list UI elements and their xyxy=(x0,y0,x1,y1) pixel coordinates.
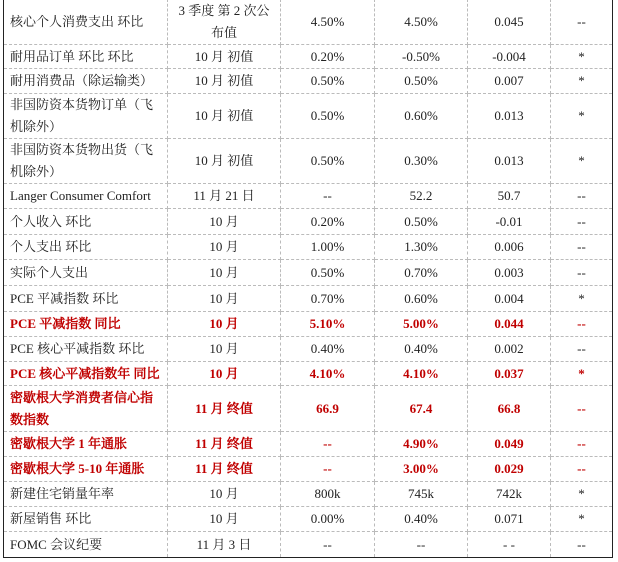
cell-period: 11 月 终值 xyxy=(168,457,281,482)
cell-forecast: 0.70% xyxy=(375,260,468,286)
cell-note: -- xyxy=(551,457,613,482)
cell-name: 新建住宅销量年率 xyxy=(4,482,168,507)
cell-previous: 742k xyxy=(468,482,551,507)
cell-actual: 0.50% xyxy=(281,139,375,184)
cell-name: PCE 核心平减指数 环比 xyxy=(4,337,168,362)
table-row xyxy=(4,532,613,558)
cell-actual: -- xyxy=(281,184,375,209)
cell-previous: 0.013 xyxy=(468,139,551,184)
cell-forecast: 0.50% xyxy=(375,69,468,94)
table-row xyxy=(4,45,613,69)
cell-forecast: 3.00% xyxy=(375,457,468,482)
cell-previous: -0.004 xyxy=(468,45,551,69)
cell-note: * xyxy=(551,94,613,139)
cell-actual: 0.50% xyxy=(281,260,375,286)
cell-period: 10 月 初值 xyxy=(168,45,281,69)
table-row xyxy=(4,386,613,432)
cell-forecast: 0.60% xyxy=(375,94,468,139)
cell-actual: 0.00% xyxy=(281,507,375,532)
cell-name: PCE 平减指数 同比 xyxy=(4,312,168,337)
cell-period: 3 季度 第 2 次公布值 xyxy=(168,0,281,45)
cell-forecast: 0.50% xyxy=(375,209,468,235)
cell-note: * xyxy=(551,482,613,507)
cell-actual: 4.50% xyxy=(281,0,375,45)
table-row xyxy=(4,235,613,260)
table-row xyxy=(4,432,613,457)
cell-period: 10 月 xyxy=(168,482,281,507)
table-row xyxy=(4,507,613,532)
cell-previous: 0.045 xyxy=(468,0,551,45)
cell-period: 10 月 初值 xyxy=(168,69,281,94)
cell-name: 实际个人支出 xyxy=(4,260,168,286)
cell-note: * xyxy=(551,69,613,94)
cell-period: 11 月 终值 xyxy=(168,432,281,457)
cell-actual: -- xyxy=(281,457,375,482)
cell-forecast: 0.60% xyxy=(375,286,468,312)
cell-note: * xyxy=(551,139,613,184)
cell-actual: 66.9 xyxy=(281,386,375,432)
cell-period: 11 月 3 日 xyxy=(168,532,281,558)
cell-name: 个人支出 环比 xyxy=(4,235,168,260)
table-row xyxy=(4,337,613,362)
cell-period: 11 月 终值 xyxy=(168,386,281,432)
cell-previous: 0.071 xyxy=(468,507,551,532)
cell-name: 密歇根大学消费者信心指数指数 xyxy=(4,386,168,432)
cell-note: -- xyxy=(551,432,613,457)
cell-note: -- xyxy=(551,386,613,432)
cell-name: FOMC 会议纪要 xyxy=(4,532,168,558)
cell-forecast: 67.4 xyxy=(375,386,468,432)
cell-actual: 5.10% xyxy=(281,312,375,337)
cell-previous: 66.8 xyxy=(468,386,551,432)
cell-name: PCE 核心平减指数年 同比 xyxy=(4,362,168,386)
cell-actual: -- xyxy=(281,432,375,457)
cell-name: 新屋销售 环比 xyxy=(4,507,168,532)
cell-note: -- xyxy=(551,209,613,235)
cell-name: 非国防资本货物订单（飞机除外） xyxy=(4,94,168,139)
table-row xyxy=(4,94,613,139)
cell-name: 非国防资本货物出货（飞机除外） xyxy=(4,139,168,184)
cell-period: 10 月 xyxy=(168,235,281,260)
cell-actual: 1.00% xyxy=(281,235,375,260)
cell-actual: 0.20% xyxy=(281,209,375,235)
cell-name: 核心个人消费支出 环比 xyxy=(4,0,168,45)
cell-period: 10 月 xyxy=(168,286,281,312)
cell-previous: 0.013 xyxy=(468,94,551,139)
cell-actual: 0.40% xyxy=(281,337,375,362)
cell-note: -- xyxy=(551,312,613,337)
cell-name: 耐用品订单 环比 环比 xyxy=(4,45,168,69)
cell-forecast: 5.00% xyxy=(375,312,468,337)
table-row xyxy=(4,0,613,45)
table-row xyxy=(4,139,613,184)
cell-previous: 50.7 xyxy=(468,184,551,209)
cell-name: PCE 平减指数 环比 xyxy=(4,286,168,312)
table-row xyxy=(4,312,613,337)
cell-forecast: 0.30% xyxy=(375,139,468,184)
cell-name: 密歇根大学 1 年通胀 xyxy=(4,432,168,457)
cell-period: 10 月 xyxy=(168,507,281,532)
cell-note: -- xyxy=(551,235,613,260)
cell-name: 个人收入 环比 xyxy=(4,209,168,235)
cell-note: * xyxy=(551,362,613,386)
cell-period: 10 月 xyxy=(168,362,281,386)
cell-forecast: 0.40% xyxy=(375,507,468,532)
cell-previous: 0.029 xyxy=(468,457,551,482)
cell-actual: 0.70% xyxy=(281,286,375,312)
cell-note: -- xyxy=(551,532,613,558)
cell-actual: 0.50% xyxy=(281,94,375,139)
cell-actual: 0.20% xyxy=(281,45,375,69)
table-row xyxy=(4,260,613,286)
cell-actual: -- xyxy=(281,532,375,558)
cell-previous: - - xyxy=(468,532,551,558)
cell-note: -- xyxy=(551,260,613,286)
cell-note: -- xyxy=(551,0,613,45)
table-row xyxy=(4,457,613,482)
table-row xyxy=(4,482,613,507)
table-row xyxy=(4,286,613,312)
cell-forecast: 4.10% xyxy=(375,362,468,386)
cell-previous: 0.044 xyxy=(468,312,551,337)
cell-forecast: 4.50% xyxy=(375,0,468,45)
cell-forecast: 745k xyxy=(375,482,468,507)
cell-note: -- xyxy=(551,337,613,362)
cell-forecast: 0.40% xyxy=(375,337,468,362)
table-row xyxy=(4,209,613,235)
cell-previous: 0.049 xyxy=(468,432,551,457)
cell-previous: 0.037 xyxy=(468,362,551,386)
cell-forecast: 4.90% xyxy=(375,432,468,457)
cell-period: 10 月 xyxy=(168,209,281,235)
cell-period: 10 月 初值 xyxy=(168,94,281,139)
cell-period: 11 月 21 日 xyxy=(168,184,281,209)
table-row xyxy=(4,69,613,94)
table-row xyxy=(4,362,613,386)
cell-previous: -0.01 xyxy=(468,209,551,235)
cell-note: * xyxy=(551,286,613,312)
cell-period: 10 月 xyxy=(168,337,281,362)
cell-name: Langer Consumer Comfort xyxy=(4,184,168,209)
cell-name: 耐用消费品（除运输类） xyxy=(4,69,168,94)
cell-note: * xyxy=(551,45,613,69)
cell-previous: 0.004 xyxy=(468,286,551,312)
cell-forecast: -- xyxy=(375,532,468,558)
economic-calendar-table xyxy=(3,0,613,558)
cell-note: -- xyxy=(551,184,613,209)
cell-actual: 0.50% xyxy=(281,69,375,94)
table-row xyxy=(4,184,613,209)
cell-period: 10 月 xyxy=(168,260,281,286)
cell-forecast: 52.2 xyxy=(375,184,468,209)
cell-forecast: -0.50% xyxy=(375,45,468,69)
cell-actual: 4.10% xyxy=(281,362,375,386)
cell-note: * xyxy=(551,507,613,532)
cell-period: 10 月 初值 xyxy=(168,139,281,184)
cell-actual: 800k xyxy=(281,482,375,507)
cell-previous: 0.007 xyxy=(468,69,551,94)
cell-forecast: 1.30% xyxy=(375,235,468,260)
cell-previous: 0.002 xyxy=(468,337,551,362)
cell-previous: 0.006 xyxy=(468,235,551,260)
cell-period: 10 月 xyxy=(168,312,281,337)
cell-name: 密歇根大学 5-10 年通胀 xyxy=(4,457,168,482)
cell-previous: 0.003 xyxy=(468,260,551,286)
